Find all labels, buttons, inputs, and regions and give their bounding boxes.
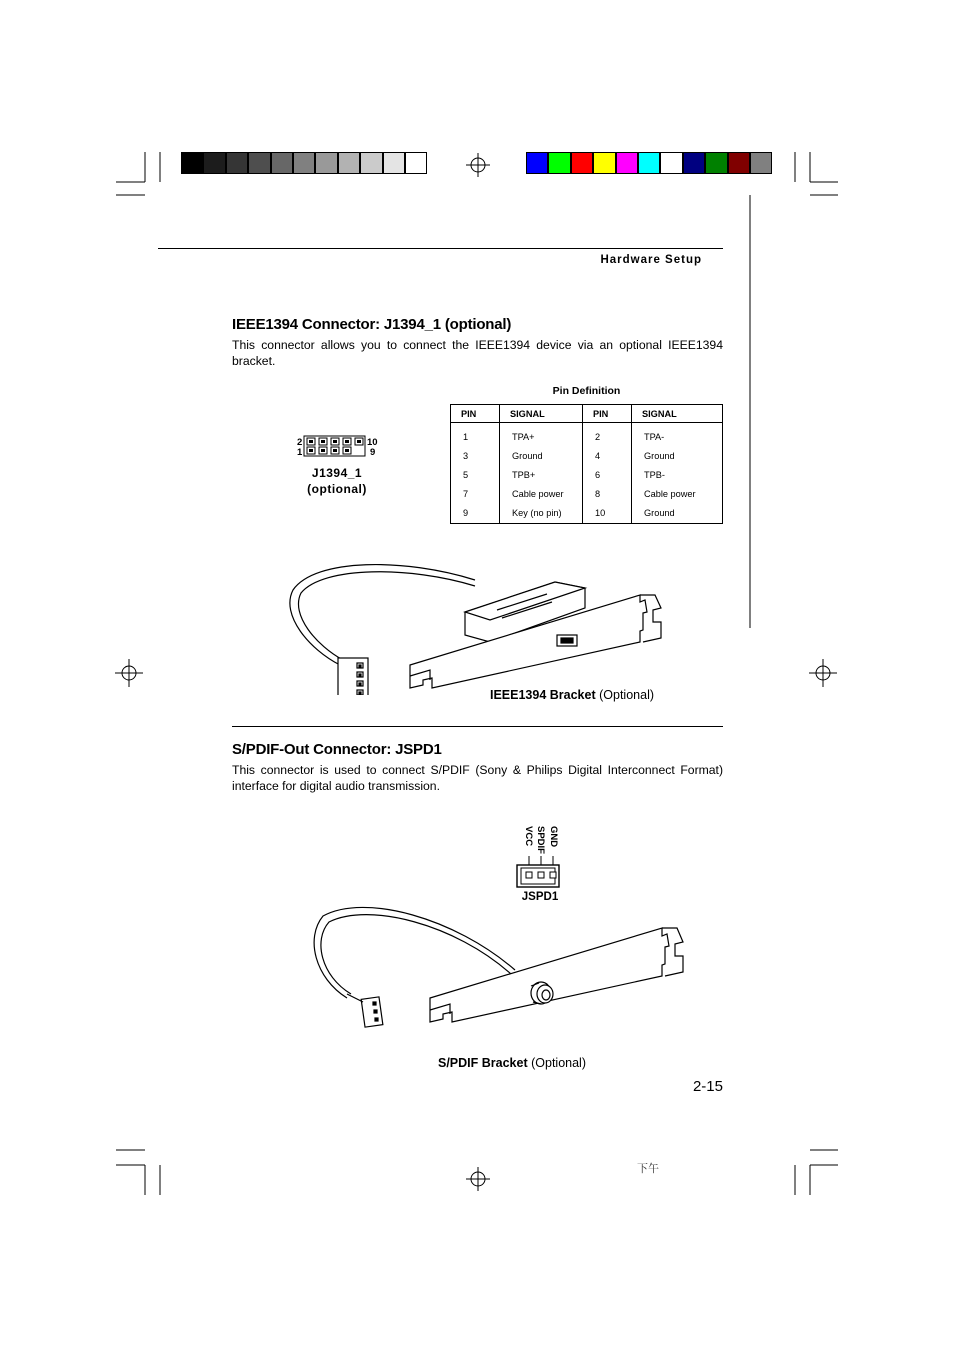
spdif-bracket-caption — [438, 1056, 586, 1070]
pin-number-cell: 8 — [583, 485, 632, 504]
signal-cell: TPA- — [632, 423, 723, 447]
j1394-connector-name: J1394_1 — [311, 466, 363, 480]
pin-number-cell: 1 — [463, 431, 469, 442]
pin-number-cell: 5 — [463, 469, 469, 480]
pin-definition-title: Pin Definition — [552, 385, 621, 397]
pin-number-cell: 4 — [583, 446, 632, 465]
section-divider — [232, 726, 723, 727]
pin-label-9: 9 — [370, 447, 376, 458]
signal-cell: Cable power — [632, 485, 723, 504]
ieee1394-bracket-illustration — [285, 560, 675, 695]
section-label: Hardware Setup — [600, 254, 702, 266]
signal-cell: TPB- — [632, 465, 723, 484]
ieee1394-bracket-caption-normal: (Optional) — [599, 688, 655, 702]
pin-number-cell: 3 — [463, 450, 469, 461]
spdif-description: This connector is used to connect S/PDIF (Sony & Philips Digital Interconnect Format) interface for digital audio transmission. — [232, 763, 723, 793]
footer-mark: 下午 — [637, 1162, 659, 1175]
table-row — [451, 465, 723, 484]
spdif-bracket-caption-normal: (Optional) — [531, 1056, 586, 1070]
col-header-signal: SIGNAL — [632, 405, 723, 423]
signal-cell: Cable power — [500, 485, 583, 504]
ieee1394-bracket-caption-bold: IEEE1394 Bracket — [490, 688, 596, 702]
pin-label-spdif: SPDIF — [535, 826, 546, 854]
signal-cell: Ground — [632, 446, 723, 465]
pin-number-cell: 10 — [583, 504, 632, 524]
table-row — [451, 485, 723, 504]
pin-label-2: 2 — [297, 437, 303, 448]
pin-label-10: 10 — [367, 437, 378, 448]
spdif-title: S/PDIF-Out Connector: JSPD1 — [232, 741, 442, 758]
ieee1394-bracket-caption — [490, 688, 654, 702]
signal-cell: Key (no pin) — [500, 504, 583, 524]
pin-label-1: 1 — [297, 447, 303, 458]
page-number: 2-15 — [692, 1078, 723, 1095]
signal-cell: TPA+ — [500, 423, 583, 447]
pin-number-cell: 9 — [463, 508, 469, 519]
signal-cell: TPB+ — [500, 465, 583, 484]
ieee1394-title: IEEE1394 Connector: J1394_1 (optional) — [232, 316, 512, 333]
pin-label-vcc: VCC — [523, 826, 534, 847]
table-header-row — [451, 405, 723, 423]
col-header-pin: PIN — [583, 405, 632, 423]
pin-label-gnd: GND — [548, 826, 559, 848]
header-rule — [158, 248, 723, 249]
ieee1394-description: This connector allows you to connect the IEEE1394 device via an optional IEEE1394 bracket. — [232, 338, 723, 368]
pin-number-cell: 2 — [583, 423, 632, 447]
table-row — [451, 423, 723, 447]
jspd1-header-diagram — [512, 856, 564, 890]
signal-cell: Ground — [500, 446, 583, 465]
jspd1-connector-name: JSPD1 — [521, 891, 559, 903]
col-header-signal: SIGNAL — [500, 405, 583, 423]
spdif-bracket-illustration — [305, 898, 690, 1030]
j1394-connector-note: (optional) — [307, 482, 367, 496]
table-row — [451, 446, 723, 465]
pin-definition-table — [450, 404, 723, 524]
signal-cell: Ground — [632, 504, 723, 524]
spdif-bracket-caption-bold: S/PDIF Bracket — [438, 1056, 528, 1070]
pin-number-cell: 7 — [463, 489, 469, 500]
pin-number-cell: 6 — [583, 465, 632, 484]
col-header-pin: PIN — [451, 405, 500, 423]
jspd1-pin-labels — [522, 826, 562, 858]
table-row — [451, 504, 723, 524]
